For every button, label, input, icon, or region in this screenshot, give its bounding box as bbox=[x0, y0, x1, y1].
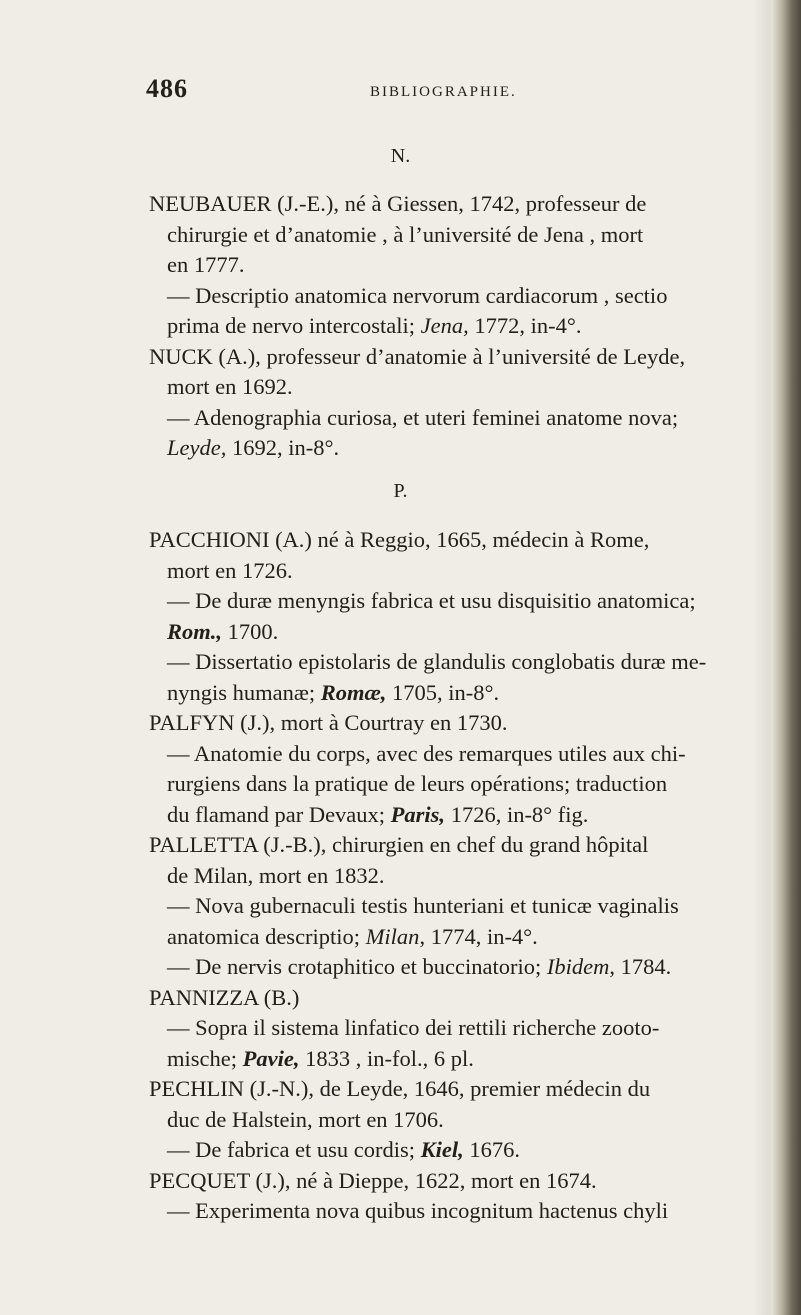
work-line: — Descriptio anatomica nervorum cardiacorum , sectio bbox=[167, 282, 668, 308]
entry-line: mort en 1692. bbox=[167, 374, 293, 399]
work-line: Rom., 1700. bbox=[167, 618, 279, 644]
place-name: Rom., bbox=[167, 618, 223, 644]
work-line: — De duræ menyngis fabrica et usu disquisitio anatomica; bbox=[167, 588, 696, 613]
place-name: Romæ, bbox=[320, 679, 387, 705]
page-number: 486 bbox=[146, 74, 188, 103]
entry-line: PANNIZZA (B.) bbox=[149, 984, 300, 1010]
place-name: Kiel, bbox=[420, 1137, 464, 1162]
entry-line: PALLETTA (J.-B.), chirurgien en chef du grand hôpital bbox=[149, 832, 649, 857]
entry-pechlin bbox=[149, 1074, 704, 1166]
section-p-entries bbox=[149, 525, 707, 1227]
work-line: mische; Pavie, 1833 , in-fol., 6 pl. bbox=[167, 1045, 474, 1071]
work-line: — Dissertatio epistolaris de glandulis conglobatis duræ me- bbox=[167, 649, 707, 674]
work-line: prima de nervo intercostali; Jena, 1772, in-4°. bbox=[167, 313, 582, 338]
work-line: nyngis humanæ; Romæ, 1705, in-8°. bbox=[167, 679, 500, 705]
entry-palletta bbox=[149, 830, 704, 983]
entry-nuck bbox=[149, 342, 704, 464]
section-letter-n: N. bbox=[390, 145, 411, 167]
entry-line: PACCHIONI (A.) né à Reggio, 1665, médecin à Rome, bbox=[149, 527, 650, 552]
work-line: — Nova gubernaculi testis hunteriani et tunicæ vaginalis bbox=[167, 893, 679, 918]
entry-pecquet bbox=[149, 1166, 704, 1227]
entry-line: chirurgie et d’anatomie , à l’université de Jena , mort bbox=[167, 221, 644, 247]
entry-line: PECHLIN (J.-N.), de Leyde, 1646, premier médecin du bbox=[149, 1076, 651, 1101]
entry-line: duc de Halstein, mort en 1706. bbox=[167, 1106, 444, 1132]
work-line: — Adenographia curiosa, et uteri feminei anatome nova; bbox=[167, 404, 679, 430]
place-name: Milan bbox=[365, 923, 420, 949]
entry-pacchioni bbox=[149, 525, 707, 708]
entry-line: de Milan, mort en 1832. bbox=[167, 862, 385, 888]
entry-line: PECQUET (J.), né à Dieppe, 1622, mort en 1674. bbox=[149, 1167, 597, 1193]
entry-line: NUCK (A.), professeur d’anatomie à l’université de Leyde, bbox=[149, 343, 686, 369]
work-line: — Experimenta nova quibus incognitum hactenus chyli bbox=[167, 1198, 669, 1223]
place-name: Jena, bbox=[420, 313, 469, 338]
entry-palfyn bbox=[149, 708, 704, 830]
entry-pannizza bbox=[149, 983, 704, 1075]
work-line: anatomica descriptio; Milan, 1774, in-4°. bbox=[167, 923, 538, 949]
section-n-entries bbox=[149, 189, 704, 464]
section-letter-p: P. bbox=[393, 480, 408, 502]
entry-line: en 1777. bbox=[167, 252, 245, 277]
entry-line: NEUBAUER (J.-E.), né à Giessen, 1742, professeur de bbox=[149, 191, 647, 216]
entry-line: PALFYN (J.), mort à Courtray en 1730. bbox=[149, 710, 508, 735]
work-line: Leyde, 1692, in-8°. bbox=[167, 435, 340, 460]
work-line: — Sopra il sistema linfatico dei rettili richerche zooto- bbox=[167, 1015, 660, 1040]
page-gutter-shadow bbox=[753, 0, 771, 1315]
place-name: Leyde, bbox=[167, 435, 227, 460]
work-line: — De fabrica et usu cordis; Kiel, 1676. bbox=[167, 1137, 521, 1162]
work-line: — Anatomie du corps, avec des remarques utiles aux chi- bbox=[167, 740, 686, 766]
place-name: Pavie, bbox=[242, 1045, 300, 1071]
entry-line: mort en 1726. bbox=[167, 557, 293, 583]
entry-neubauer bbox=[149, 189, 704, 342]
running-head: BIBLIOGRAPHIE. bbox=[370, 84, 517, 100]
work-line: du flamand par Devaux; Paris, 1726, in-8° fig. bbox=[167, 801, 589, 827]
work-line: rurgiens dans la pratique de leurs opérations; traduction bbox=[167, 771, 668, 796]
page-edge bbox=[771, 0, 801, 1315]
place-name: Paris, bbox=[390, 801, 446, 827]
page-header bbox=[146, 74, 706, 114]
work-line: — De nervis crotaphitico et buccinatorio; Ibidem, 1784. bbox=[167, 954, 672, 979]
place-name: Ibidem bbox=[546, 954, 610, 979]
